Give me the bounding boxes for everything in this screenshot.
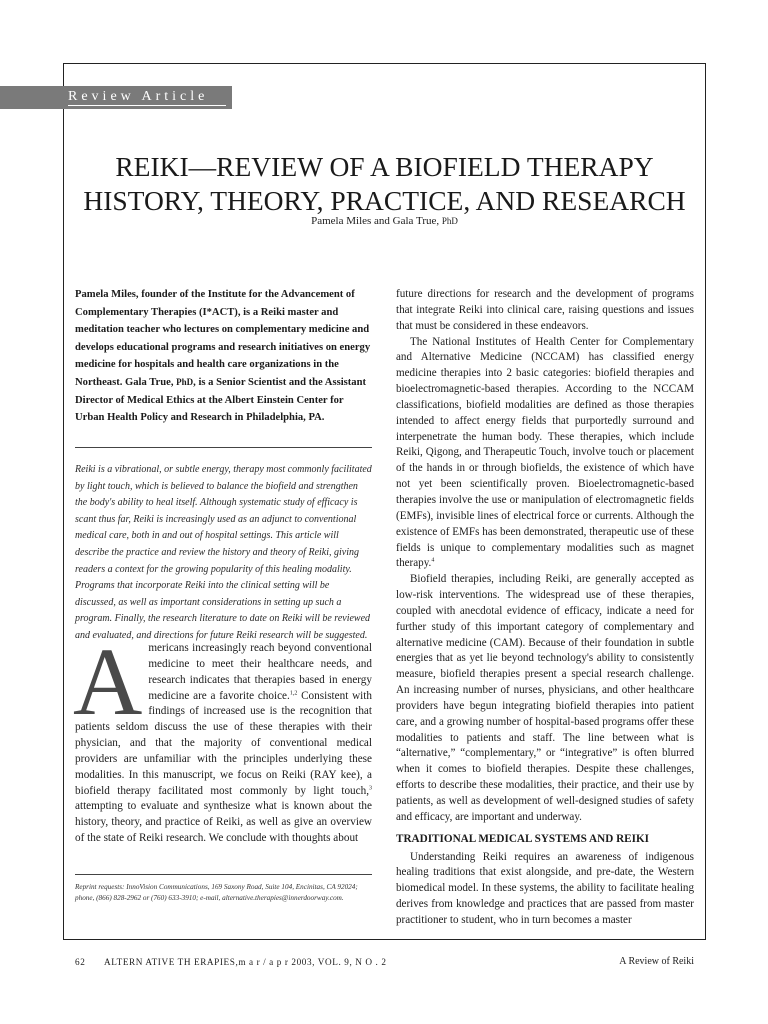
byline — [63, 214, 706, 228]
right-paragraph-2-text: The National Institutes of Health Center for Complementary and Alternative Medicine (NCCAM) has classified energy medicine therapies into 2 basic categories: biofield therapies and bioelectromagnetic-based therapies. According to the NCCAM classifications, biofield modalities are defined as those therapies intended to affect energy fields that purportedly surround and interpenetrate the human body. These therapies, which include Reiki, Qigong, and Therapeutic Touch, involve touch or placement of the hands in or through biofields, the existence of which have not yet been scientifically proven. Bioelectromagnetic-based therapies involve the use or manipulation of electromagnetic fields (EMFs), invisible lines of electrical force or currents. Although the existence of EMFs has been demonstrated, therapeutic use of these fields is unique to complementary modalities such as magnet therapy. — [396, 335, 694, 570]
bio-text-2: , is a Senior Scientist and the Assistant Director of Medical Ethics at the Albert Einstein Center for Urban Health Policy and Research in Philadelphia, PA. — [75, 376, 367, 424]
section-tag — [0, 86, 232, 109]
right-column — [396, 287, 694, 929]
intro-ref-2: 3 — [369, 784, 372, 791]
section-tag-label: Review Article — [68, 89, 226, 106]
bio-text-1: , founder of the Institute for the Advancement of Complementary Therapies (I*ACT), is a Reiki master and meditation teacher who lectures on complementary medicine and develops educational programs and research initiatives on energy medicine for hospitals and health care organizations in the Northeast. — [75, 289, 371, 388]
running-title: A Review of Reiki — [619, 956, 694, 967]
abstract: Reiki is a vibrational, or subtle energy, therapy most commonly facilitated by light touch, which is believed to balance the biofield and strengthen the body's ability to heal itself. Although systematic study of efficacy is scant thus far, Reiki is increasingly used as an adjunct to conventional medical care, both in and out of hospital settings. This article will describe the practice and review the history and theory of Reiki, giving readers a context for the growing popularity of this healing modality. Programs that incorporate Reiki into the clinical setting will be discussed, as well as important considerations in setting up such a program. Finally, the research literature to date on Reiki will be reviewed and evaluated, and directions for future Reiki research will be suggested. — [75, 464, 372, 641]
right-paragraph-2-ref: 4 — [431, 557, 435, 564]
right-paragraph-4: Understanding Reiki requires an awareness of indigenous healing traditions that exist alongside, and pre-date, the Western biomedical model. In these systems, the ability to facilitate healing derives from knowledge and practices that are passed from master practitioner to student, who in turn becomes a master — [396, 850, 694, 926]
right-paragraph-3: Biofield therapies, including Reiki, are generally accepted as low-risk interventions. The widespread use of these therapies, coupled with anecdotal evidence of efficacy, indicate a need for further study of this important category of complementary and alternative medicine (CAM). Because of their foundation in subtle energies that as yet lie beyond technology's ability to consistently measure, biofield therapies present a special research challenge. An increasing number of nurses, physicians, and other healthcare providers have begun integrating biofield therapies into patient care, and a growing number of hospital-based programs offer these modalities to patients and staff. The line between what is “alternative,” “complementary,” or “integrative” is often blurred when it comes to biofield therapies. Despite these challenges, efforts to describe these modalities, their practice, and their use by patients, as well as development of well-designed studies of safety and efficacy, are important and underway. — [396, 573, 694, 823]
reprint-requests: Reprint requests: InnoVision Communications, 169 Saxony Road, Suite 104, Encinitas, CA 92024; phone, (866) 828-2962 or (760) 633-3910; e-mail, alternative.therapies@innerdoorway.com. — [75, 883, 358, 902]
title-line-2: HISTORY, THEORY, PRACTICE, AND RESEARCH — [83, 185, 686, 216]
byline-authors: Pamela Miles and Gala True, — [311, 215, 440, 227]
author-bio — [75, 286, 372, 427]
article-title — [63, 150, 706, 218]
right-paragraph-1: future directions for research and the development of programs that integrate Reiki into clinical care, raising questions and issues that must be considered in these endeavors. — [396, 288, 694, 332]
bio-divider — [75, 447, 372, 448]
intro-text-c: attempting to evaluate and synthesize what is known about the history, theory, and practice of Reiki, as well as give an overview of the state of Reiki research. We conclude with thoughts about — [75, 800, 372, 845]
bio-degree-2: PhD — [176, 376, 194, 387]
title-line-1: REIKI—REVIEW OF A BIOFIELD THERAPY — [115, 151, 654, 182]
page-number: 62 — [75, 957, 86, 967]
bio-name-2: Gala True — [125, 376, 171, 388]
page-footer — [75, 955, 694, 969]
reprint-divider — [75, 874, 372, 875]
right-paragraph-2 — [396, 335, 694, 573]
intro-text-a: mericans increasingly reach beyond conventional medicine to meet their healthcare needs, and research indicates that therapies based in energy medicine are a favorite choice. — [148, 642, 372, 702]
intro-paragraph — [73, 628, 372, 847]
journal-citation: ALTERN ATIVE TH ERAPIES,m a r / a p r 2003, VOL. 9, N O . 2 — [104, 957, 387, 967]
bio-name-1: Pamela Miles — [75, 289, 136, 300]
dropcap-letter: A — [73, 628, 143, 735]
intro-ref-1: 1,2 — [289, 689, 298, 696]
intro-text-b: Consistent with findings of increased use is the recognition that patients seldom discuss the use of these therapies with their physician, and that the majority of conventional medical providers are unfamiliar with the principles underlying these modalities. In this manuscript, we focus on Reiki (RAY kee), a biofield therapy facilitated most commonly by light touch, — [75, 689, 372, 797]
byline-degree: PhD — [441, 216, 458, 226]
bio-sep: , — [170, 376, 177, 388]
section-heading: TRADITIONAL MEDICAL SYSTEMS AND REIKI — [396, 832, 650, 845]
